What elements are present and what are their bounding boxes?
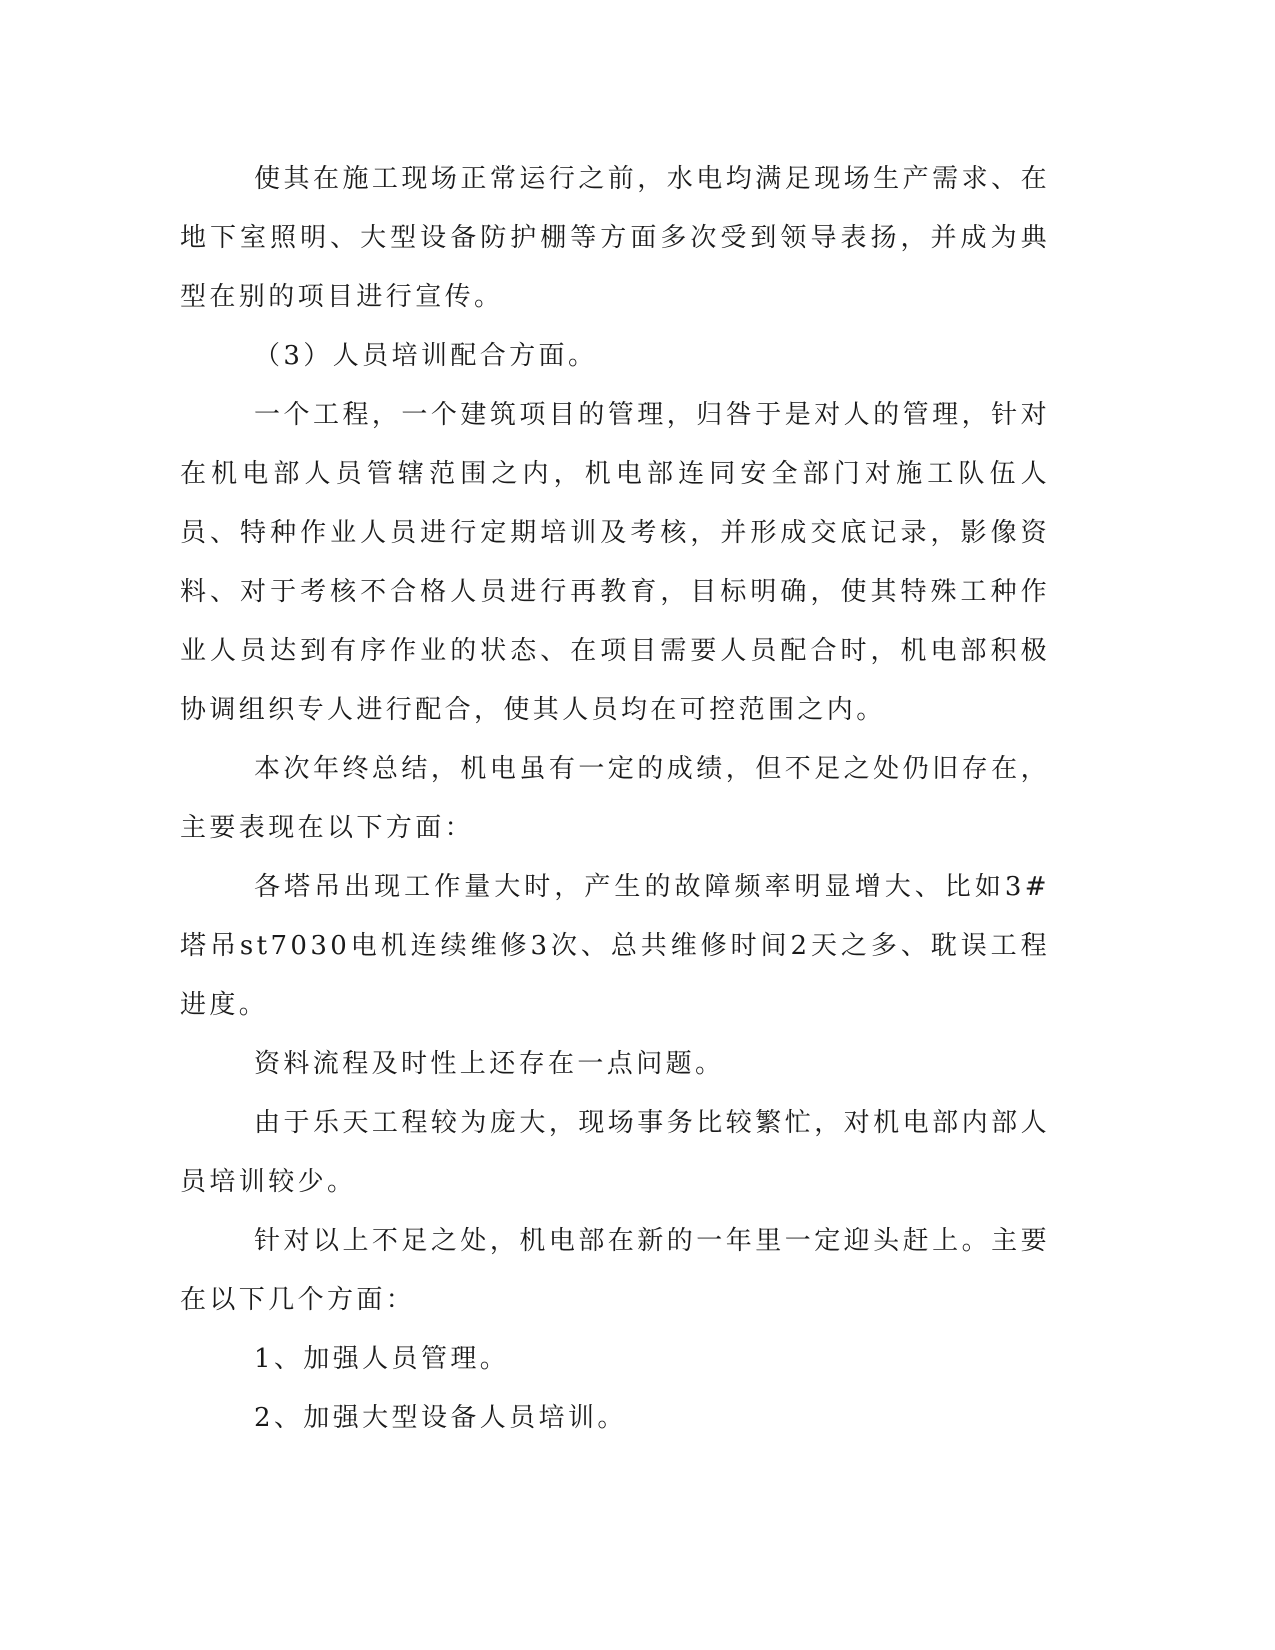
paragraph-tower-crane-issue: 各塔吊出现工作量大时，产生的故障频率明显增大、比如3#塔吊st7030电机连续维修3次、总共维修时间2天之多、耽误工程进度。 [180, 872, 1050, 1020]
paragraph-training-issue: 由于乐天工程较为庞大，现场事务比较繁忙，对机电部内部人员培训较少。 [180, 1108, 1050, 1197]
list-item-personnel-management: 1、加强人员管理。 [254, 1344, 510, 1374]
paragraph-shortcomings-intro: 本次年终总结，机电虽有一定的成绩，但不足之处仍旧存在，主要表现在以下方面： [180, 754, 1050, 843]
section-heading-personnel-training: （3）人员培训配合方面。 [254, 341, 598, 371]
list-item-equipment-training: 2、加强大型设备人员培训。 [254, 1403, 627, 1433]
paragraph-improvement-plan: 针对以上不足之处，机电部在新的一年里一定迎头赶上。主要在以下几个方面： [180, 1226, 1050, 1315]
paragraph-intro-continuation: 使其在施工现场正常运行之前，水电均满足现场生产需求、在地下室照明、大型设备防护棚等方面多次受到领导表扬，并成为典型在别的项目进行宣传。 [180, 164, 1050, 312]
document-body [180, 150, 1050, 1448]
paragraph-documentation-issue: 资料流程及时性上还存在一点问题。 [254, 1049, 725, 1079]
paragraph-personnel-management: 一个工程，一个建筑项目的管理，归咎于是对人的管理，针对在机电部人员管辖范围之内，机电部连同安全部门对施工队伍人员、特种作业人员进行定期培训及考核，并形成交底记录，影像资料、对于考核不合格人员进行再教育，目标明确，使其特殊工种作业人员达到有序作业的状态、在项目需要人员配合时，机电部积极协调组织专人进行配合，使其人员均在可控范围之内。 [180, 400, 1050, 725]
